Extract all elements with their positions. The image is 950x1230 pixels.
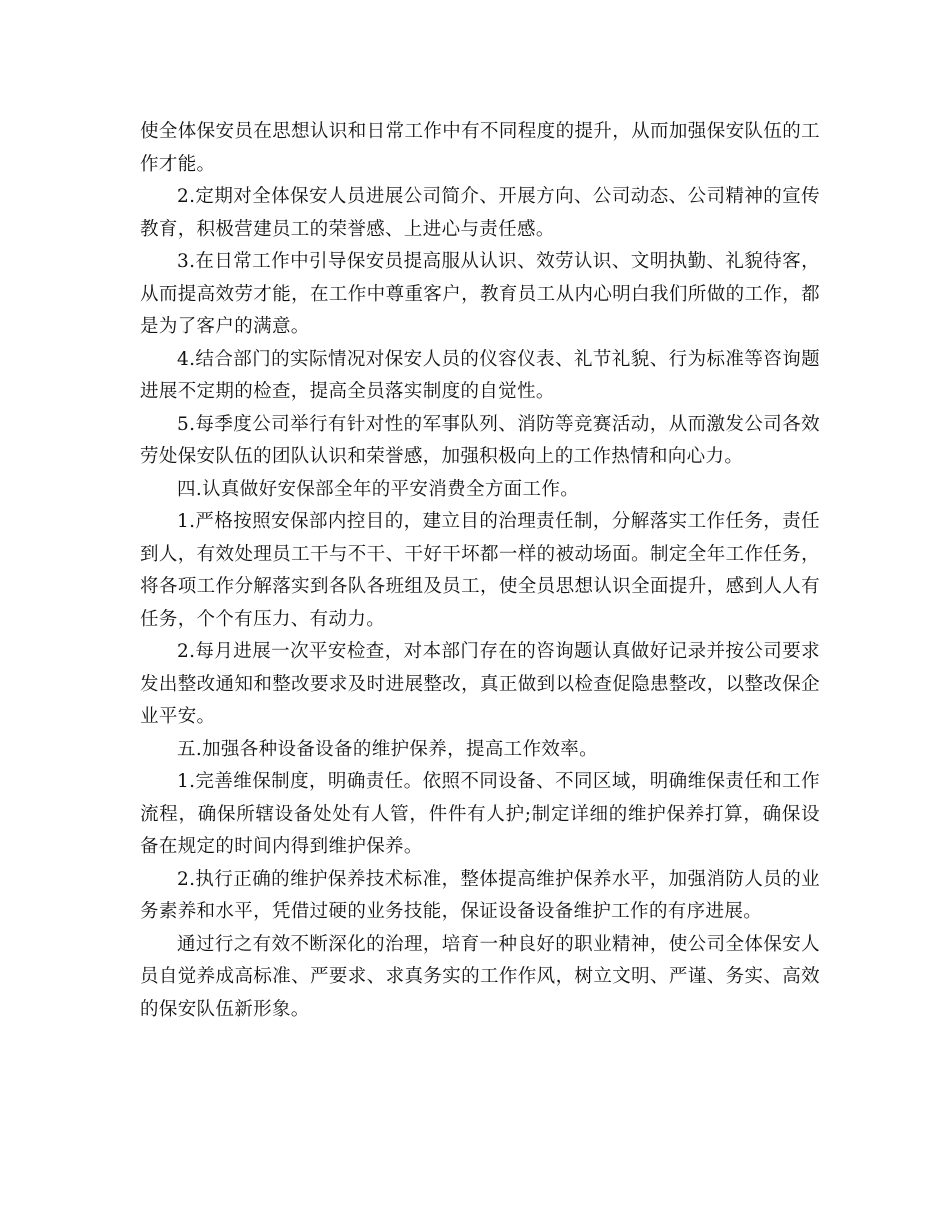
paragraph: 3.在日常工作中引导保安员提高服从认识、效劳认识、文明执勤、礼貌待客，从而提高效劳才能，在工作中尊重客户，教育员工从内心明白我们所做的工作，都是为了客户的满意。 xyxy=(140,251,820,337)
paragraph: 4.结合部门的实际情况对保安人员的仪容仪表、礼节礼貌、行为标准等咨询题进展不定期的检查，提高全员落实制度的自觉性。 xyxy=(140,348,820,402)
section-heading: 四.认真做好安保部全年的平安消费全方面工作。 xyxy=(177,478,580,500)
paragraph: 5.每季度公司举行有针对性的军事队列、消防等竞赛活动，从而激发公司各效劳处保安队伍的团队认识和荣誉感，加强积极向上的工作热情和向心力。 xyxy=(140,413,820,467)
paragraph: 1.严格按照安保部内控目的，建立目的治理责任制，分解落实工作任务，责任到人，有效处理员工干与不干、干好干坏都一样的被动场面。制定全年工作任务，将各项工作分解落实到各队各班组及员工，使全员思想认识全面提升，感到人人有任务，个个有压力、有动力。 xyxy=(140,511,820,630)
paragraph: 使全体保安员在思想认识和日常工作中有不同程度的提升，从而加强保安队伍的工作才能。 xyxy=(140,121,820,175)
document-body xyxy=(140,116,820,1026)
paragraph: 2.执行正确的维护保养技术标准，整体提高维护保养水平，加强消防人员的业务素养和水平，凭借过硬的业务技能，保证设备设备维护工作的有序进展。 xyxy=(140,868,820,922)
paragraph: 2.每月进展一次平安检查，对本部门存在的咨询题认真做好记录并按公司要求发出整改通知和整改要求及时进展整改，真正做到以检查促隐患整改，以整改保企业平安。 xyxy=(140,641,820,727)
paragraph: 通过行之有效不断深化的治理，培育一种良好的职业精神，使公司全体保安人员自觉养成高标准、严要求、求真务实的工作作风，树立文明、严谨、务实、高效的保安队伍新形象。 xyxy=(140,933,820,1020)
section-heading: 五.加强各种设备设备的维护保养，提高工作效率。 xyxy=(177,738,598,760)
paragraph: 2.定期对全体保安人员进展公司简介、开展方向、公司动态、公司精神的宣传教育，积极营建员工的荣誉感、上进心与责任感。 xyxy=(140,186,820,240)
paragraph: 1.完善维保制度，明确责任。依照不同设备、不同区域，明确维保责任和工作流程，确保所辖设备处处有人管，件件有人护;制定详细的维护保养打算，确保设备在规定的时间内得到维护保养。 xyxy=(140,771,820,857)
